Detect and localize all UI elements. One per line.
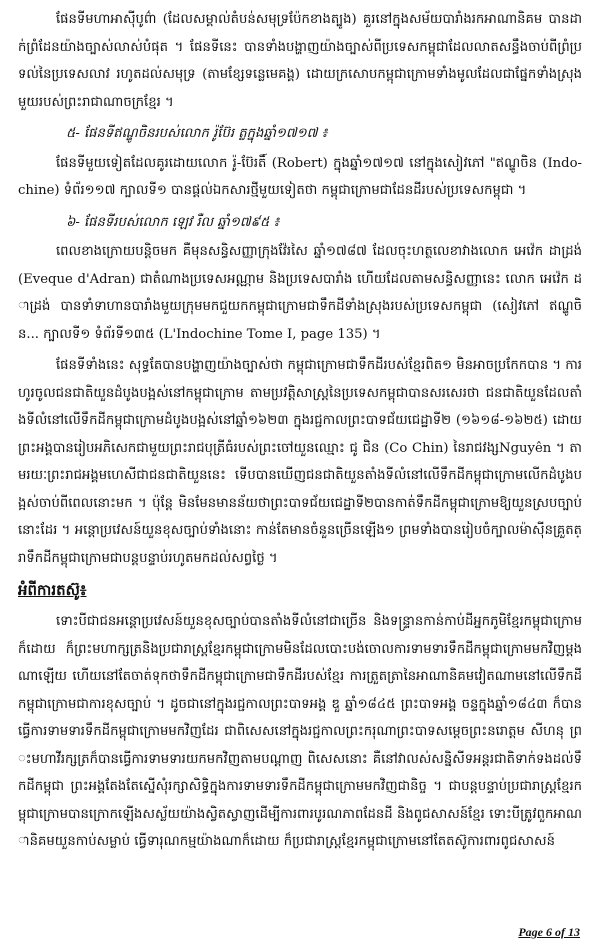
subheading-leveril-map: ៦- ផែនទីរបស់លោក ឡេវ រឺល ឆ្នាំ១៧៩៥ ៖ xyxy=(66,214,280,230)
page-number: Page 6 of 13 xyxy=(518,925,580,939)
paragraph-map-description: ផែនទីមហាអាស៊ីបូព៌ា (ដែលសម្គាល់តំបន់សមុទ្រប៉ែកខាងត្បូង) គួរនៅក្នុងសម័យបារាំងរកអាណានិគម បានដាក់ព្រំដែនយ៉ាងច្បាស់លាស់បំផុត ។ ផែនទីនេះ បានទាំងបង្ហាញយ៉ាងច្បាស់ពីប្រទេសកម្ពុជាដែលលាតសន្ធឹងចាប់ពីព្រំប្រទល់នៃប្រទេសលាវ រហូតដល់សមុទ្រ (តាមខ្សែទន្លេមេគង្គ) ដោយក្រសោបកម្ពុជាក្រោមទាំងមូលដែលជាផ្នែកទាំងស្រុងមួយរបស់ព្រះរាជាណាចក្រខ្មែរ ។ xyxy=(18,12,582,110)
paragraph-robert-map: ផែនទីមួយទៀតដែលគូរដោយលោក រ៉ូ-ប៊ែរតិ៍ (Robert) ក្នុងឆ្នាំ១៧១៧ នៅក្នុងសៀវភៅ "ឥណ្ឌូចិន (Indo-chine) ទំព័រ១១៧ ក្បាលទី១ បានផ្តល់ឯកសារថ្មីមួយទៀតថា កម្ពុជាក្រោមជាដែនដីរបស់ប្រទេសកម្ពុជា ។ xyxy=(18,155,582,198)
section-title-struggle: អំពីការតស៊ូ៖ xyxy=(18,581,87,599)
subheading-robert-map: ៥- ផែនទីឥណ្ឌូចិនរបស់លោក រ៉ូប៊ែរ ត្លក្នុងឆ្នាំ១៧១៧ ៖ xyxy=(66,126,328,141)
paragraph-struggle: ទោះបីជាជនអន្តោប្រវេសន៍យួនខុសច្បាប់បានតាំងទីលំនៅជាច្រើន និងទន្ទ្រានកាន់កាប់ដីអ្នកភូមិខ្មែរកម្ពុជាក្រោមក៏ដោយ ក៏ព្រះមហាក្សត្រនិងប្រជារាស្ត្រខ្មែរកម្ពុជាក្រោមមិនដែលបោះបង់ចោលការទាមទារទឹកដីកម្ពុជាក្រោមមកវិញម្តងណាឡើយ ហើយនៅតែចាត់ទុកថាទឹកដីកម្ពុជាក្រោមជាទឹកដីរបស់ខ្មែរ ការត្រួតត្រានៃអាណានិគមវៀតណាមនៅលើទឹកដីកម្ពុជាក្រោមជាការខុសច្បាប់ ។ ដូចជានៅក្នុងរជ្ជកាលព្រះបាទអង្គ ឌួ ឆ្នាំ១៨៤៥ ព្រះបាទអង្គ ចន្ទក្នុងឆ្នាំ១៨៤៣ ក៏បានធ្វើការទាមទារទឹកដីកម្ពុជាក្រោមមកវិញដែរ ជាពិសេសនៅក្នុងរជ្ជកាលព្រះករុណាព្រះបាទសម្តេចព្រះនរោត្តម សីហនុ ព្រះមហាវីរក្សត្រក៏បានធ្វើការទាមទារយកមកវិញតាមបណ្តាញ ពិសេសនោះ គឺនៅវាលស់សន្និសីទអន្តរជាតិទាក់ទងដល់ទឹកដីកម្ពុជា ព្រះអង្គតែងតែស្នើសុំរក្សាសិទ្ធិក្នុងការទាមទារទឹកដីកម្ពុជាក្រោមមកវិញជានិច្ច ។ ជាបន្តបន្ទាប់ប្រជារាស្ត្រខ្មែរកម្ពុជាក្រោមបានក្រោកឡើងសស្ល័យយ៉ាងស្វិតស្វាញដើម្បីការពារបូរណភាពដែនដី និងពូជសាសន៍ខ្មែរ ទោះបីត្រូវពួកអាណានិគមយួនកាប់សម្លាប់ ធ្វើទារុណកម្មយ៉ាងណាក៏ដោយ ក៏ប្រជារាស្ត្រខ្មែរកម្ពុជាក្រោមនៅតែតស៊ូការពារពូជសាសន៍ xyxy=(18,614,582,849)
paragraph-vietnamese-migration: ផែនទីទាំងនេះ សុទ្ធតែបានបង្ហាញយ៉ាងច្បាស់ថា កម្ពុជាក្រោមជាទឹកដីរបស់ខ្មែរពិត១ មិនអាចប្រកែកបាន ។ ការហូរចូលជនជាតិយួនដំបូងបង្អស់នៅកម្ពុជាក្រោម តាមប្រវត្តិសាស្ត្រនៃប្រទេសកម្ពុជាបានសរសេរថា ជនជាតិយួនដែលតាំងទីលំនៅលើទឹកដីកម្ពុជាក្រោមដំបូងបង្អស់នៅឆ្នាំ១៦២៣ ក្នុងរជ្ជកាលព្រះបាទជ័យជេដ្ឋាទី២ (១៦១៨-១៦២៥) ដោយព្រះអង្គបានរៀបអភិសេកជាមួយព្រះរាជបុត្រីធំរបស់ព្រះចៅយួនឈ្មោះ ជូ ជិន (Co Chin) នៃរាជវង្សNguyên ។ តាមរយៈព្រះរាជអង្គមហេសីជាជនជាតិយួននេះ ទើបបានឃើញជនជាតិយួនតាំងទីលំនៅលើទឹកដីកម្ពុជាក្រោមលើកដំបូងបង្អស់ចាប់ពីពេលនោះមក ។ ប៉ុន្តែ មិនមែនមានន័យថាព្រះបាទជ័យជេដ្ឋាទី២បានកាត់ទឹកដីកម្ពុជាក្រោមឱ្យយួនស្របច្បាប់នោះដែរ ។ អន្តោប្រវេសន៍យួនខុសច្បាប់ទាំងនោះ កាន់តែមានចំនួនច្រើនឡើង១ ព្រមទាំងបានរៀបចំក្បាលម៉ាស៊ីនគ្រួតត្រាទឹកដីកម្ពុជាក្រោមជាបន្តបន្ទាប់រហូតមកដល់សព្វថ្ងៃ ។ xyxy=(18,358,582,566)
paragraph-versailles-treaty: ពេលខាងក្រោយបន្តិចមក គឺមុនសន្ធិសញ្ញាក្រុងវ៉ែរសៃ ឆ្នាំ១៧៨៧ ដែលចុះហត្ថលេខាវាងលោក អេវ៉េក ដាដ្រង់ (Eveque d'Adran) ជាតំណាងប្រទេសអណ្ណាម និងប្រទេសបារាំង ហើយដែលតាមសន្ធិសញ្ញានេះ លោក អេវ៉េក ដាដ្រង់ បានទាំទាហានបារាំងមួយក្រុមមកជួយកកម្ពុជាក្រោមជាទឹកដីទាំងស្រុងរបស់ប្រទេសកម្ពុជា (សៀវភៅ ឥណ្ឌូចិន... ក្បាលទី១ ទំព័រទី១៣៥ (L'Indochine Tome I, page 135) ។ xyxy=(18,244,582,342)
